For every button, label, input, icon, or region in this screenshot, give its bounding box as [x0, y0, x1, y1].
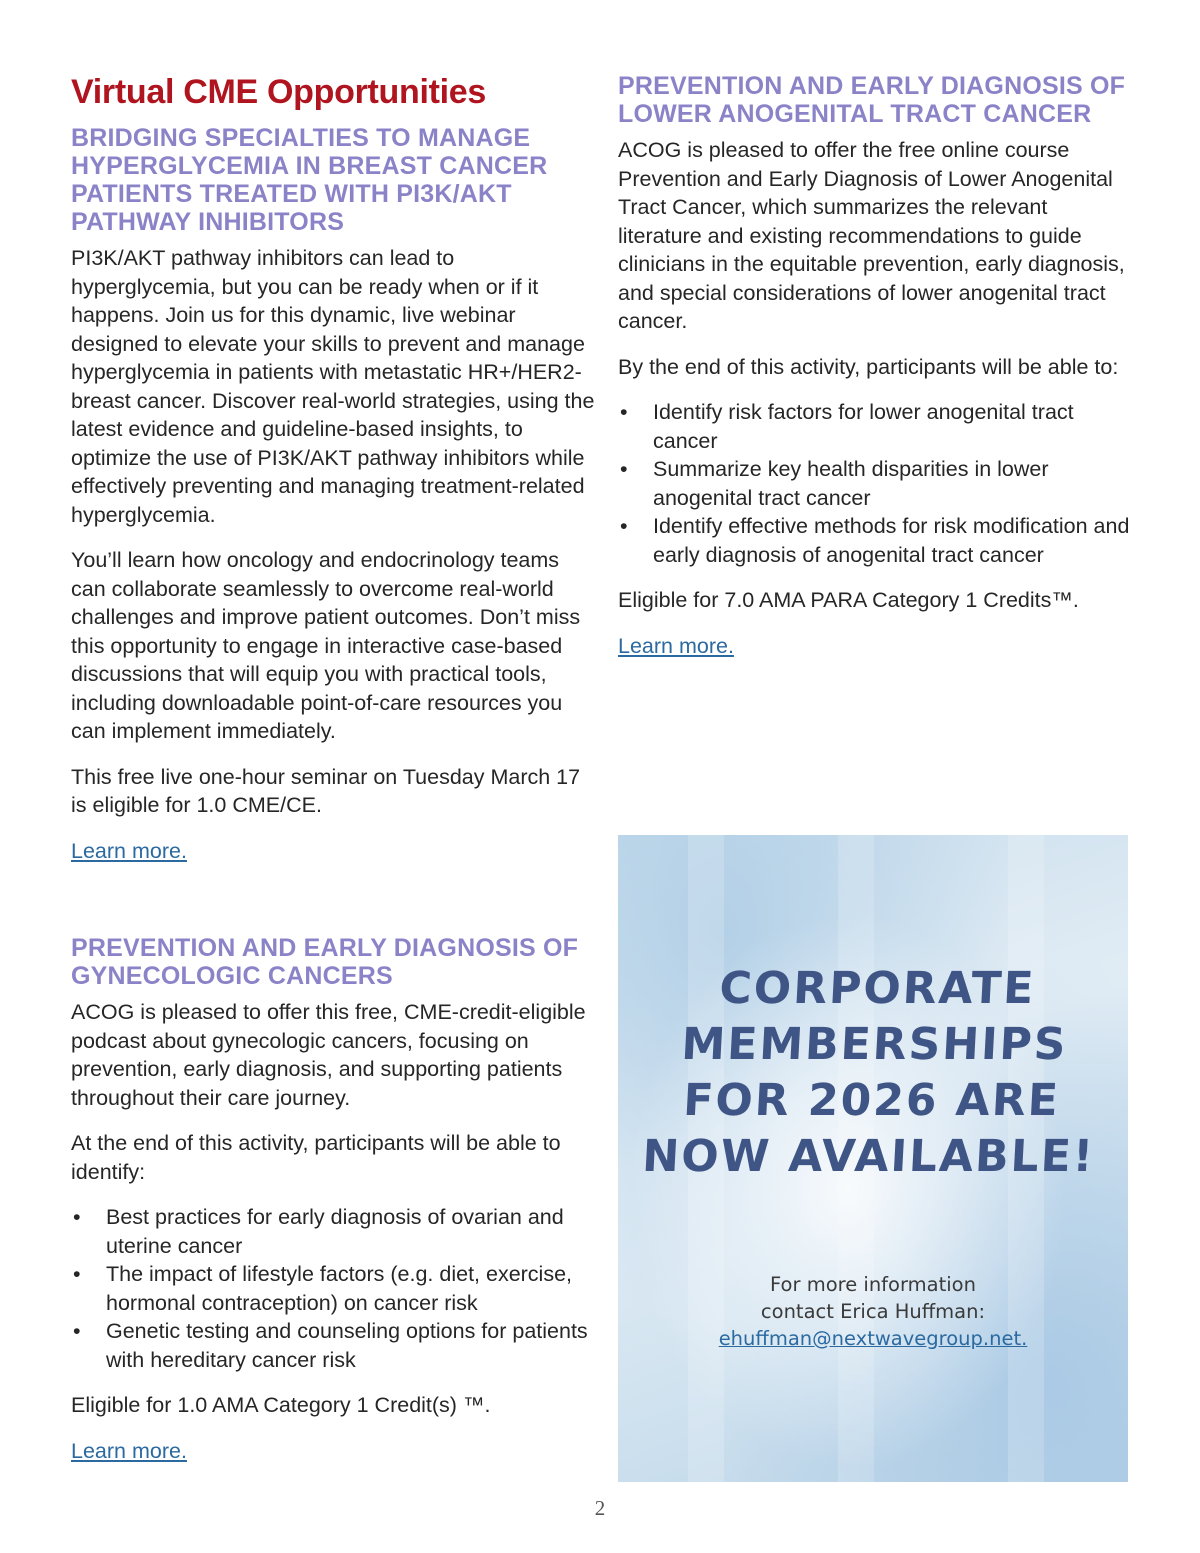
- lower-anogenital-lead: By the end of this activity, participants will be able to:: [618, 354, 1119, 379]
- list-item: [71, 1260, 595, 1317]
- list-item-text: The impact of lifestyle factors (e.g. diet, exercise, hormonal contraception) on cancer risk: [106, 1262, 573, 1315]
- list-item: [618, 398, 1133, 455]
- gynecologic-objectives-list: [71, 1203, 595, 1374]
- list-item-text: Genetic testing and counseling options for patients with hereditary cancer risk: [106, 1319, 588, 1372]
- list-item: [618, 455, 1133, 512]
- hyperglycemia-learn-more-link[interactable]: Learn more.: [71, 838, 187, 863]
- gynecologic-heading: PREVENTION AND EARLY DIAGNOSIS OF GYNECOLOGIC CANCERS: [71, 934, 579, 990]
- corporate-membership-ad: [618, 835, 1128, 1482]
- ad-email-link[interactable]: ehuffman@nextwavegroup.net.: [718, 1327, 1028, 1350]
- ad-info-line-1: For more information: [770, 1273, 976, 1296]
- gynecologic-credit: Eligible for 1.0 AMA Category 1 Credit(s) ™.: [71, 1393, 491, 1417]
- lower-anogenital-credit: Eligible for 7.0 AMA PARA Category 1 Credits™.: [618, 588, 1079, 612]
- ad-info-line-2: contact Erica Huffman:: [760, 1300, 986, 1323]
- hyperglycemia-section: [71, 124, 595, 865]
- hyperglycemia-paragraph-1: PI3K/AKT pathway inhibitors can lead to hyperglycemia, but you can be ready when or if it happens. Join us for this dynamic, live webinar designed to elevate your skills to prevent and manage hyperglycemia in patients with metastatic HR+/HER2- breast cancer. Discover real-world strategies, using the latest evidence and guideline-based insights, to optimize the use of PI3K/AKT pathway inhibitors while effectively preventing and managing treatment-related hyperglycemia.: [71, 246, 595, 527]
- gynecologic-section: [71, 934, 595, 1465]
- lower-anogenital-learn-more-link[interactable]: Learn more.: [618, 633, 734, 658]
- gynecologic-intro: ACOG is pleased to offer this free, CME-credit-eligible podcast about gynecologic cancers, focusing on prevention, early diagnosis, and supporting patients throughout their care journey.: [71, 1000, 586, 1110]
- hyperglycemia-paragraph-3: This free live one-hour seminar on Tuesday March 17 is eligible for 1.0 CME/CE.: [71, 764, 581, 817]
- gynecologic-lead: At the end of this activity, participants will be able to identify:: [71, 1131, 561, 1184]
- bullet-icon: •: [73, 1205, 81, 1229]
- list-item-text: Summarize key health disparities in lower anogenital tract cancer: [653, 457, 1049, 510]
- list-item-text: Identify risk factors for lower anogenital tract cancer: [653, 400, 1074, 453]
- list-item-text: Identify effective methods for risk modification and early diagnosis of anogenital tract cancer: [653, 514, 1130, 567]
- page-number: 2: [594, 1496, 606, 1520]
- list-item-text: Best practices for early diagnosis of ovarian and uterine cancer: [106, 1205, 564, 1258]
- lower-anogenital-section: [618, 72, 1133, 660]
- bullet-icon: •: [620, 400, 628, 424]
- hyperglycemia-heading: BRIDGING SPECIALTIES TO MANAGE HYPERGLYCEMIA IN BREAST CANCER PATIENTS TREATED WITH PI3K/AKT PATHWAY INHIBITORS: [71, 124, 548, 236]
- hyperglycemia-paragraph-2: You’ll learn how oncology and endocrinology teams can collaborate seamlessly to overcome real-world challenges and improve patient outcomes. Don’t miss this opportunity to engage in interactive case-based discussions that will equip you with practical tools, including downloadable point-of-care resources you can implement immediately.: [71, 548, 581, 743]
- list-item: [71, 1317, 595, 1374]
- list-item: [618, 512, 1133, 569]
- bullet-icon: •: [73, 1319, 81, 1343]
- ad-headline: CORPORATE MEMBERSHIPS FOR 2026 ARE NOW AVAILABLE!: [641, 963, 1097, 1182]
- lower-anogenital-heading: PREVENTION AND EARLY DIAGNOSIS OF LOWER ANOGENITAL TRACT CANCER: [618, 72, 1126, 128]
- bullet-icon: •: [620, 457, 628, 481]
- bullet-icon: •: [73, 1262, 81, 1286]
- bullet-icon: •: [620, 514, 628, 538]
- gynecologic-learn-more-link[interactable]: Learn more.: [71, 1438, 187, 1463]
- list-item: [71, 1203, 595, 1260]
- ad-contact-info: [618, 1271, 1128, 1352]
- lower-anogenital-objectives-list: [618, 398, 1133, 569]
- lower-anogenital-intro: ACOG is pleased to offer the free online course Prevention and Early Diagnosis of Lower Anogenital Tract Cancer, which summarizes the relevant literature and existing recommendations to guide clinicians in the equitable prevention, early diagnosis, and special considerations of lower anogenital tract cancer.: [618, 138, 1125, 333]
- page-title: Virtual CME Opportunities: [71, 73, 487, 111]
